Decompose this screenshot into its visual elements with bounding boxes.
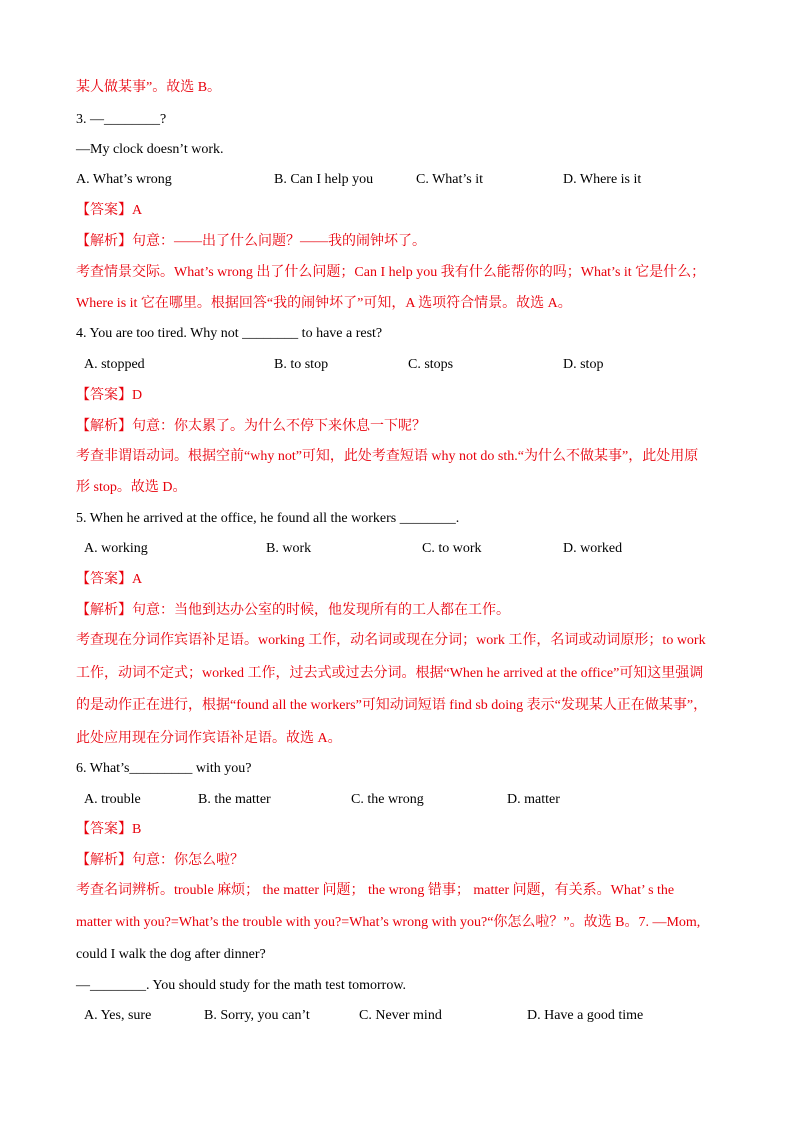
question-7-dialogue: —________. You should study for the math test tomorrow. xyxy=(76,978,407,993)
option-c: C. What’s it xyxy=(416,172,484,187)
option-d: D. matter xyxy=(507,792,560,807)
answer-label: 【答案】D xyxy=(76,388,143,403)
option-c: C. to work xyxy=(422,541,482,556)
analysis-line: 的是动作正在进行，根据“found all the workers”可知动词短语 find sb doing 表示“发现某人正在做某事”， xyxy=(76,698,708,713)
analysis-line: 【解析】句意：当他到达办公室的时候，他发现所有的工人都在工作。 xyxy=(76,603,510,618)
question-7: could I walk the dog after dinner? xyxy=(76,947,266,962)
analysis-line: 【解析】句意：你怎么啦？ xyxy=(76,853,244,868)
option-c: C. the wrong xyxy=(351,792,424,807)
option-b: B. Sorry, you can’t xyxy=(204,1008,310,1023)
option-b: B. work xyxy=(266,541,312,556)
analysis-line: 【解析】句意：——出了什么问题？——我的闹钟坏了。 xyxy=(76,234,426,249)
option-c: C. Never mind xyxy=(359,1008,442,1023)
answer-label: 【答案】A xyxy=(76,203,143,218)
option-b: B. the matter xyxy=(198,792,271,807)
question-6: 6. What’s_________ with you? xyxy=(76,761,252,776)
option-b: B. to stop xyxy=(274,357,329,372)
answer-label: 【答案】B xyxy=(76,822,142,837)
question-3-dialogue: —My clock doesn’t work. xyxy=(76,142,224,157)
analysis-line: 考查现在分词作宾语补足语。working 工作，动名词或现在分词；work 工作，名词或动词原形；to work xyxy=(76,633,706,648)
analysis-line: 形 stop。故选 D。 xyxy=(76,480,187,495)
analysis-line: 考查非谓语动词。根据空前“why not”可知，此处考查短语 why not do sth.“为什么不做某事”，此处用原 xyxy=(76,449,699,464)
question-3: 3. —________? xyxy=(76,112,167,127)
option-d: D. worked xyxy=(563,541,623,556)
analysis-line: Where is it 它在哪里。根据回答“我的闹钟坏了”可知，A 选项符合情景。故选 A。 xyxy=(76,296,572,311)
option-a: A. Yes, sure xyxy=(84,1008,152,1023)
option-b: B. Can I help you xyxy=(274,172,374,187)
analysis-line: 考查情景交际。What’s wrong 出了什么问题；Can I help you 我有什么能帮你的吗；What’s it 它是什么； xyxy=(76,265,706,280)
option-c: C. stops xyxy=(408,357,454,372)
option-d: D. Have a good time xyxy=(527,1008,644,1023)
option-a: A. trouble xyxy=(84,792,141,807)
analysis-line: 此处应用现在分词作宾语补足语。故选 A。 xyxy=(76,731,342,746)
option-d: D. Where is it xyxy=(563,172,642,187)
option-a: A. stopped xyxy=(84,357,145,372)
analysis-line: 【解析】句意：你太累了。为什么不停下来休息一下呢？ xyxy=(76,419,426,434)
question-4: 4. You are too tired. Why not ________ to have a rest? xyxy=(76,326,383,341)
analysis-line: 考查名词辨析。trouble 麻烦； the matter 问题； the wrong 错事； matter 问题，有关系。What’ s the xyxy=(76,883,675,898)
option-a: A. What’s wrong xyxy=(76,172,172,187)
option-d: D. stop xyxy=(563,357,604,372)
option-a: A. working xyxy=(84,541,148,556)
text-line: 某人做某事”。故选 B。 xyxy=(76,80,222,95)
answer-label: 【答案】A xyxy=(76,572,143,587)
analysis-line: 工作，动词不定式；worked 工作，过去式或过去分词。根据“When he arrived at the office”可知这里强调 xyxy=(76,666,704,681)
analysis-line: matter with you?=What’s the trouble with you?=What’s wrong with you?“你怎么啦？”。故选 B。7. —Mom, xyxy=(76,915,701,930)
question-5: 5. When he arrived at the office, he found all the workers ________. xyxy=(76,511,460,526)
